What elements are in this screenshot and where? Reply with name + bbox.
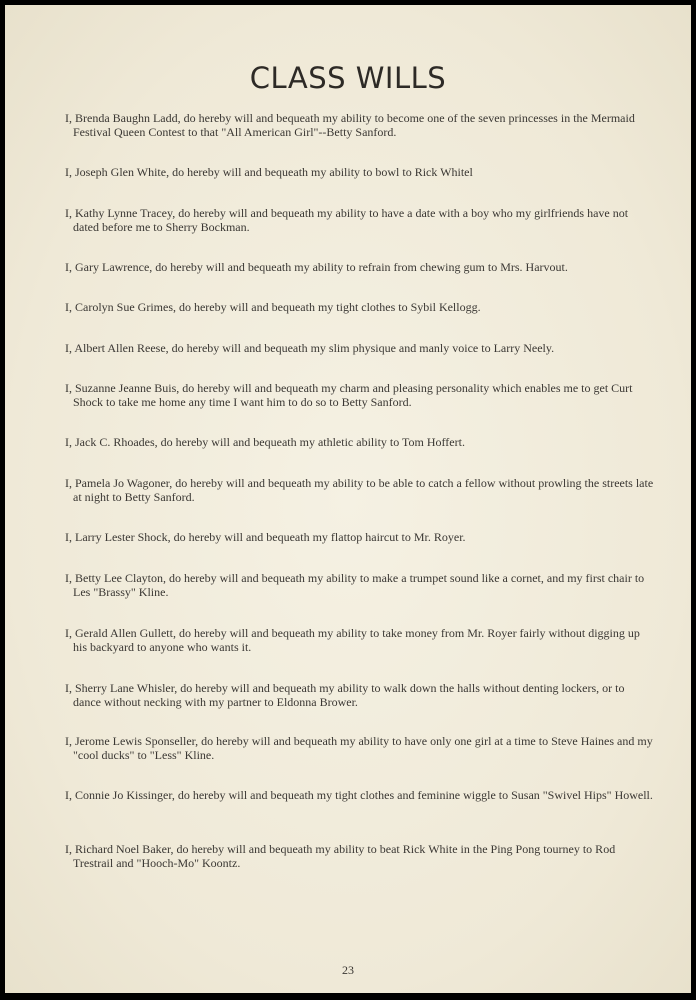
will-entry: I, Albert Allen Reese, do hereby will and bequeath my slim physique and manly voice to Larry Neely. [65,341,555,355]
will-entry: I, Jerome Lewis Sponseller, do hereby will and bequeath my ability to have only one girl at a time to Steve Haines and my "cool ducks" to "Less" Kline. [65,734,653,762]
page-title: CLASS WILLS [249,61,447,95]
will-entry: I, Brenda Baughn Ladd, do hereby will and bequeath my ability to become one of the seven princesses in the Mermaid Festival Queen Contest to that "All American Girl"--Betty Sanford. [65,111,635,139]
will-entry: I, Richard Noel Baker, do hereby will and bequeath my ability to beat Rick White in the Ping Pong tourney to Rod Trestrail and "Hooch-Mo" Koontz. [65,842,616,870]
will-entry: I, Suzanne Jeanne Buis, do hereby will and bequeath my charm and pleasing personality which enables me to get Curt Shock to take me home any time I want him to do so to Betty Sanford. [65,381,633,409]
page-number: 23 [342,963,354,977]
will-entry: I, Gerald Allen Gullett, do hereby will and bequeath my ability to take money from Mr. Royer fairly without digging up his backyard to anyone who wants it. [65,626,640,654]
will-entry: I, Joseph Glen White, do hereby will and bequeath my ability to bowl to Rick Whitel [65,165,473,179]
will-entry: I, Pamela Jo Wagoner, do hereby will and bequeath my ability to be able to catch a fellow without prowling the streets late at night to Betty Sanford. [65,476,654,504]
will-entry: I, Betty Lee Clayton, do hereby will and bequeath my ability to make a trumpet sound like a cornet, and my first chair to Les "Brassy" Kline. [65,571,645,599]
will-entry: I, Sherry Lane Whisler, do hereby will and bequeath my ability to walk down the halls without denting lockers, or to dance without necking with my partner to Eldonna Brower. [65,681,625,709]
will-entry: I, Larry Lester Shock, do hereby will and bequeath my flattop haircut to Mr. Royer. [65,530,466,544]
will-entry: I, Carolyn Sue Grimes, do hereby will and bequeath my tight clothes to Sybil Kellogg. [65,300,481,314]
will-entry: I, Connie Jo Kissinger, do hereby will and bequeath my tight clothes and feminine wiggle to Susan "Swivel Hips" Howell. [65,788,653,802]
will-entry: I, Kathy Lynne Tracey, do hereby will and bequeath my ability to have a date with a boy who my girlfriends have not dated before me to Sherry Bockman. [65,206,629,234]
will-entry: I, Jack C. Rhoades, do hereby will and bequeath my athletic ability to Tom Hoffert. [65,435,465,449]
document-page [5,5,691,993]
will-entry: I, Gary Lawrence, do hereby will and bequeath my ability to refrain from chewing gum to Mrs. Harvout. [65,260,568,274]
